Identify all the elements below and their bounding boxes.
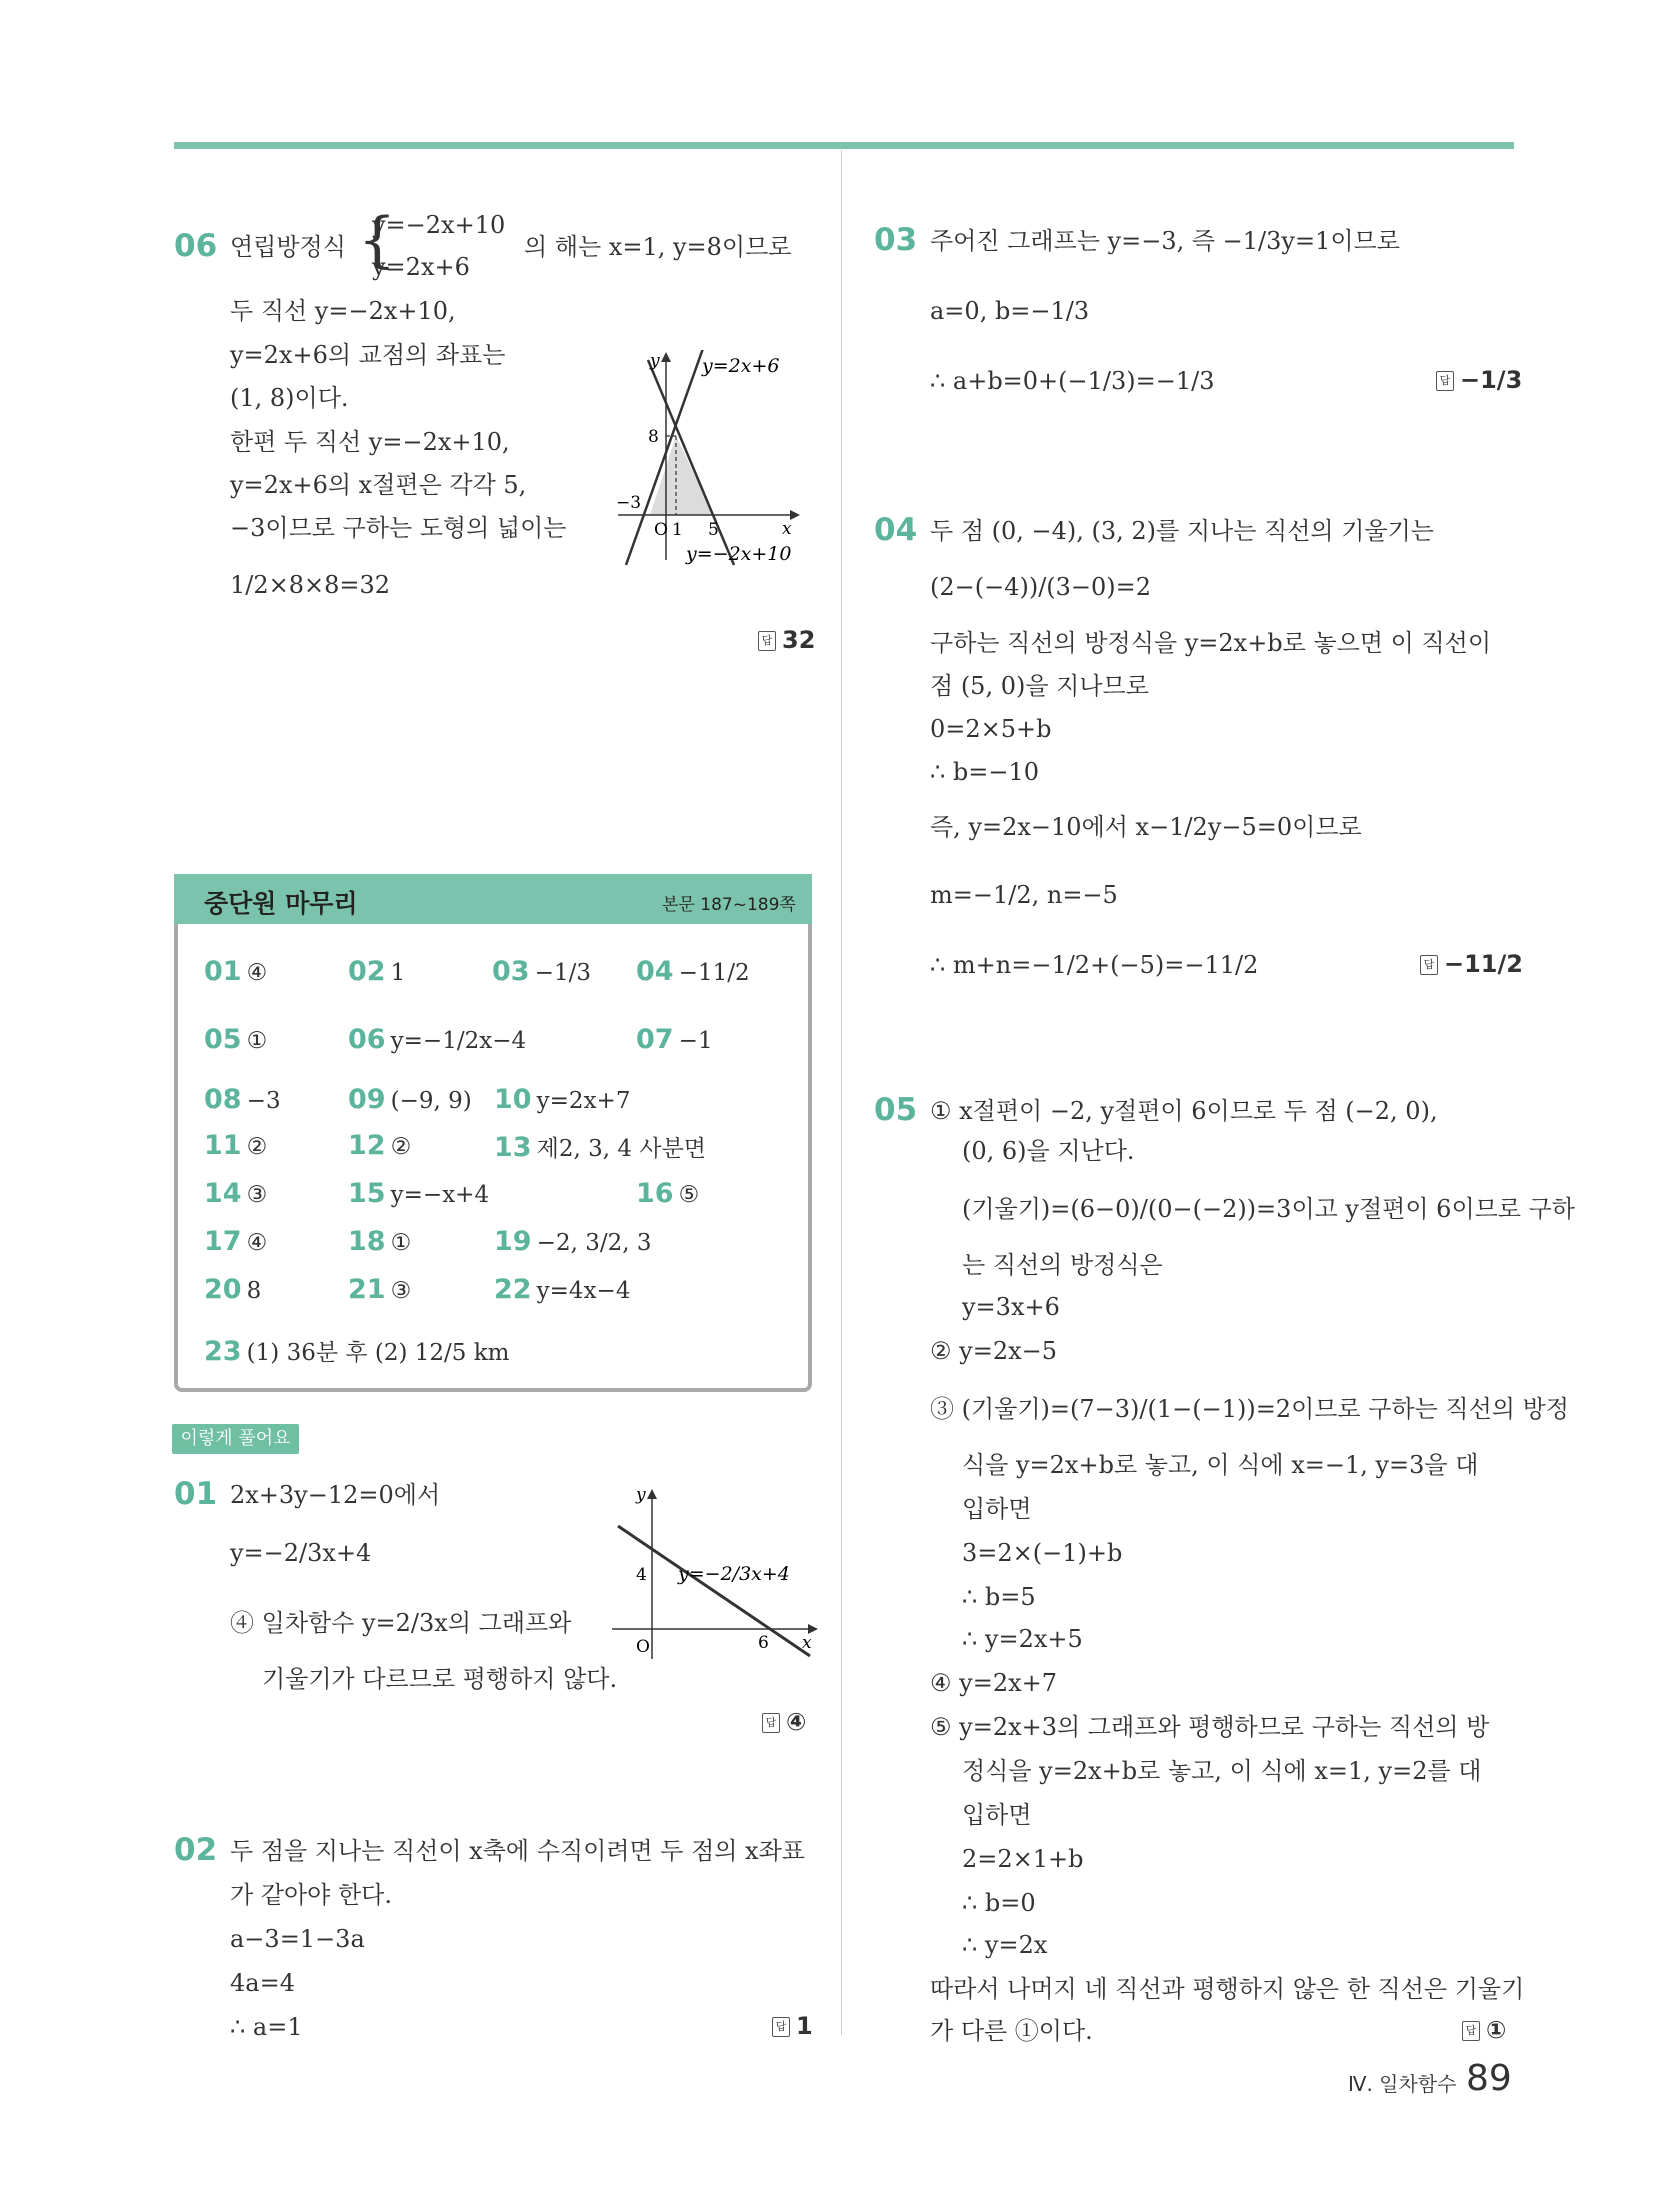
- p05-line-16: 입하면: [962, 1801, 1032, 1829]
- answer-icon: 답: [758, 631, 776, 651]
- p06-line1b: 의 해는 x=1, y=8이므로: [524, 233, 792, 261]
- label-line1: y=2x+6: [702, 355, 780, 377]
- summary-item-16: 16 ⑤: [636, 1178, 700, 1209]
- p06-line1a: 연립방정식: [230, 233, 346, 261]
- p06-line7: −3이므로 구하는 도형의 넓이는: [230, 514, 567, 542]
- tick-neg3: −3: [616, 493, 642, 513]
- p05-line-10: 3=2×(−1)+b: [962, 1539, 1123, 1567]
- summary-box: [174, 874, 812, 1392]
- summary-item-17: 17 ④: [204, 1226, 268, 1257]
- problem-01-number: 01: [174, 1476, 218, 1512]
- answer-icon: 답: [762, 1713, 780, 1733]
- p05-line-12: ∴ y=2x+5: [962, 1625, 1083, 1653]
- summary-item-23: 23 (1) 36분 후 (2) 12/5 km: [204, 1336, 510, 1367]
- problem-05-number: 05: [874, 1092, 918, 1128]
- p02-line5: ∴ a=1: [230, 2013, 303, 2041]
- p05-line-21: 가 다른 ①이다.: [930, 2017, 1093, 2045]
- p04-line2: (2−(−4))/(3−0)=2: [930, 573, 1152, 601]
- p05-line-19: ∴ y=2x: [962, 1931, 1048, 1959]
- p04-line3: 구하는 직선의 방정식을 y=2x+b로 놓으면 이 직선이: [930, 629, 1492, 657]
- summary-item-01: 01 ④: [204, 956, 268, 987]
- p06-graph: [610, 350, 830, 570]
- p03-line1: 주어진 그래프는 y=−3, 즉 −1/3y=1이므로: [930, 227, 1400, 255]
- summary-item-03: 03 −1/3: [492, 956, 591, 987]
- summary-item-05: 05 ①: [204, 1024, 268, 1055]
- label-x: x: [782, 519, 792, 539]
- tick-4: 4: [636, 1565, 647, 1585]
- summary-item-14: 14 ③: [204, 1178, 268, 1209]
- p01-line3: ④ 일차함수 y=2/3x의 그래프와: [230, 1609, 572, 1637]
- p05-line-3: (기울기)=(6−0)/(0−(−2))=3이고 y절편이 6이므로 구하: [962, 1195, 1575, 1223]
- p05-line-4: 는 직선의 방정식은: [962, 1251, 1163, 1279]
- p04-line4: 점 (5, 0)을 지나므로: [930, 672, 1149, 700]
- p06-answer-value: 32: [782, 626, 816, 654]
- p01-answer: [762, 1708, 806, 1736]
- tick-8: 8: [648, 427, 659, 447]
- summary-item-22: 22 y=4x−4: [494, 1274, 631, 1305]
- p01-graph: [612, 1484, 832, 1674]
- problem-06-number: 06: [174, 228, 218, 264]
- p02-line3: a−3=1−3a: [230, 1925, 365, 1953]
- p04-answer: [1420, 950, 1523, 978]
- p04-line6: ∴ b=−10: [930, 758, 1040, 786]
- summary-item-11: 11 ②: [204, 1130, 268, 1161]
- p05-line-6: ② y=2x−5: [930, 1337, 1057, 1365]
- p05-line-13: ④ y=2x+7: [930, 1669, 1057, 1697]
- y-axis-arrow: [647, 1489, 657, 1499]
- summary-item-10: 10 y=2x+7: [494, 1084, 631, 1115]
- label-y: y: [650, 351, 660, 371]
- problem-02-number: 02: [174, 1832, 218, 1868]
- label-x: x: [802, 1633, 812, 1653]
- top-rule: [174, 142, 1514, 149]
- p05-line-8: 식을 y=2x+b로 놓고, 이 식에 x=−1, y=3을 대: [962, 1451, 1479, 1479]
- summary-item-21: 21 ③: [348, 1274, 412, 1305]
- p04-line7: 즉, y=2x−10에서 x−1/2y−5=0이므로: [930, 813, 1362, 841]
- p04-answer-value: −11/2: [1444, 950, 1523, 978]
- p05-line-17: 2=2×1+b: [962, 1845, 1084, 1873]
- summary-item-12: 12 ②: [348, 1130, 412, 1161]
- p03-line2: a=0, b=−1/3: [930, 297, 1090, 325]
- p05-answer-value: ①: [1486, 2016, 1507, 2044]
- p01-line2: y=−2/3x+4: [230, 1539, 372, 1567]
- shaded-triangle: [650, 436, 714, 515]
- p06-line3: y=2x+6의 교점의 좌표는: [230, 341, 506, 369]
- p05-line-11: ∴ b=5: [962, 1583, 1036, 1611]
- summary-item-07: 07 −1: [636, 1024, 713, 1055]
- p06-line2: 두 직선 y=−2x+10,: [230, 297, 456, 325]
- p05-line-14: ⑤ y=2x+3의 그래프와 평행하므로 구하는 직선의 방: [930, 1713, 1490, 1741]
- problem-03-number: 03: [874, 222, 918, 258]
- p05-line-5: y=3x+6: [962, 1293, 1060, 1321]
- label-line2: y=−2x+10: [686, 543, 792, 565]
- p04-line8: m=−1/2, n=−5: [930, 881, 1118, 909]
- summary-item-19: 19 −2, 3/2, 3: [494, 1226, 652, 1257]
- p02-line2: 가 같아야 한다.: [230, 1881, 392, 1909]
- summary-item-09: 09 (−9, 9): [348, 1084, 472, 1115]
- tick-5: 5: [708, 520, 719, 540]
- p01-line1: 2x+3y−12=0에서: [230, 1481, 441, 1509]
- p05-line-7: ③ (기울기)=(7−3)/(1−(−1))=2이므로 구하는 직선의 방정: [930, 1395, 1569, 1423]
- solution-badge: 이렇게 풀어요: [172, 1424, 299, 1454]
- summary-item-06: 06 y=−1/2x−4: [348, 1024, 527, 1055]
- p05-line-15: 정식을 y=2x+b로 놓고, 이 식에 x=1, y=2를 대: [962, 1757, 1482, 1785]
- p06-line8: 1/2×8×8=32: [230, 571, 391, 599]
- summary-item-15: 15 y=−x+4: [348, 1178, 490, 1209]
- page-number: 89: [1466, 2058, 1512, 2099]
- summary-title: 중단원 마무리: [204, 889, 358, 918]
- p05-line-20: 따라서 나머지 네 직선과 평행하지 않은 한 직선은 기울기: [930, 1975, 1525, 2003]
- summary-item-08: 08 −3: [204, 1084, 281, 1115]
- p06-line6: y=2x+6의 x절편은 각각 5,: [230, 471, 527, 499]
- p03-line3: ∴ a+b=0+(−1/3)=−1/3: [930, 367, 1215, 395]
- p01-line4: 기울기가 다르므로 평행하지 않다.: [262, 1665, 618, 1693]
- column-divider: [841, 150, 842, 2035]
- p05-line-2: (0, 6)을 지난다.: [962, 1137, 1135, 1165]
- p04-line1: 두 점 (0, −4), (3, 2)를 지나는 직선의 기울기는: [930, 517, 1434, 545]
- p01-answer-value: ④: [786, 1708, 807, 1736]
- answer-icon: 답: [1462, 2021, 1480, 2041]
- tick-1: 1: [672, 520, 683, 540]
- summary-item-13: 13 제2, 3, 4 사분면: [494, 1132, 706, 1163]
- summary-item-04: 04 −11/2: [636, 956, 750, 987]
- p05-line-18: ∴ b=0: [962, 1889, 1036, 1917]
- summary-item-20: 20 8: [204, 1274, 262, 1305]
- p05-line-9: 입하면: [962, 1495, 1032, 1523]
- summary-ref: 본문 187~189쪽: [662, 895, 796, 915]
- problem-04-number: 04: [874, 512, 918, 548]
- answer-icon: 답: [1436, 371, 1454, 391]
- origin-O: O: [636, 1637, 650, 1657]
- p06-line4: (1, 8)이다.: [230, 384, 349, 412]
- p05-line-1: ① x절편이 −2, y절편이 6이므로 두 점 (−2, 0),: [930, 1097, 1438, 1125]
- p02-answer-value: 1: [796, 2012, 813, 2040]
- p05-answer: [1462, 2016, 1506, 2044]
- footer-section: Ⅳ. 일차함수: [1348, 2072, 1457, 2096]
- tick-6: 6: [758, 1633, 769, 1653]
- p06-system-eq1: y=−2x+10: [372, 211, 506, 239]
- p06-system-eq2: y=2x+6: [372, 253, 470, 281]
- p02-line1: 두 점을 지나는 직선이 x축에 수직이려면 두 점의 x좌표: [230, 1837, 805, 1865]
- p03-answer: [1436, 366, 1522, 394]
- origin-O: O: [654, 520, 668, 540]
- p06-line5: 한편 두 직선 y=−2x+10,: [230, 428, 510, 456]
- p03-answer-value: −1/3: [1460, 366, 1523, 394]
- answer-icon: 답: [1420, 955, 1438, 975]
- p02-answer: [772, 2012, 813, 2040]
- p06-answer: [758, 626, 815, 654]
- p04-line9: ∴ m+n=−1/2+(−5)=−11/2: [930, 951, 1259, 979]
- brace: {: [358, 205, 397, 275]
- answer-icon: 답: [772, 2017, 790, 2037]
- y-axis-arrow: [661, 352, 671, 362]
- label-eq: y=−2/3x+4: [678, 1563, 790, 1585]
- summary-item-02: 02 1: [348, 956, 406, 987]
- label-y: y: [636, 1485, 646, 1505]
- p02-line4: 4a=4: [230, 1969, 295, 1997]
- p04-line5: 0=2×5+b: [930, 715, 1052, 743]
- summary-item-18: 18 ①: [348, 1226, 412, 1257]
